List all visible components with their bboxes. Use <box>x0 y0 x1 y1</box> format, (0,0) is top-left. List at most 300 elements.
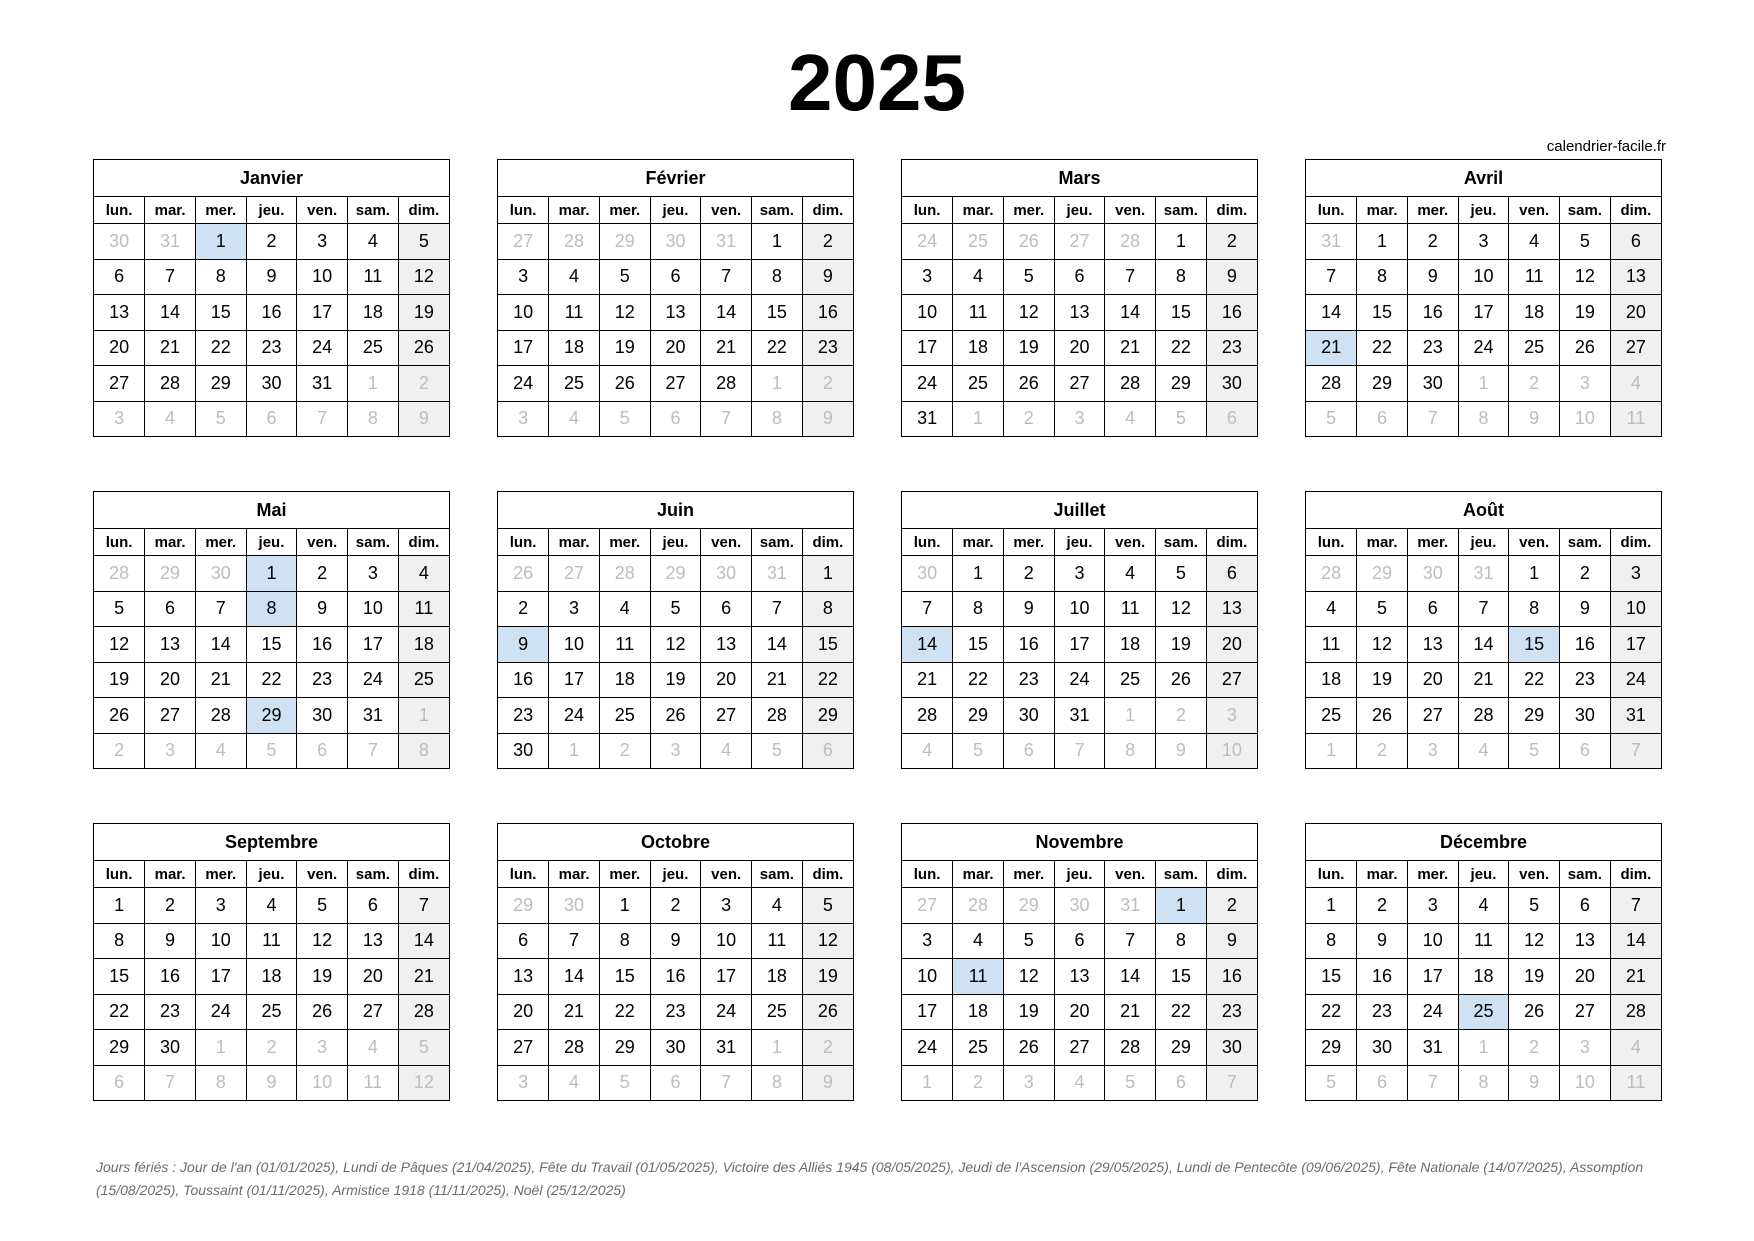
day-cell: 5 <box>599 259 650 295</box>
adjacent-month-day: 2 <box>398 366 449 402</box>
weekday-header: lun. <box>1306 197 1357 224</box>
day-cell: 28 <box>145 366 196 402</box>
weekday-header: jeu. <box>1054 197 1105 224</box>
weekday-header: mer. <box>1003 529 1054 556</box>
day-cell: 6 <box>145 591 196 627</box>
adjacent-month-day: 30 <box>1054 888 1105 924</box>
day-cell: 3 <box>348 556 399 592</box>
adjacent-month-day: 31 <box>1458 556 1509 592</box>
adjacent-month-day: 28 <box>1306 556 1357 592</box>
day-cell: 10 <box>1610 591 1661 627</box>
adjacent-month-day: 2 <box>802 1030 853 1066</box>
day-cell: 13 <box>1206 591 1257 627</box>
day-cell: 26 <box>650 698 701 734</box>
adjacent-month-day: 1 <box>752 366 803 402</box>
weekday-header: ven. <box>1105 197 1156 224</box>
adjacent-month-day: 6 <box>246 401 297 436</box>
day-cell: 21 <box>1610 959 1661 995</box>
day-cell: 17 <box>498 330 549 366</box>
adjacent-month-day: 3 <box>94 401 145 436</box>
day-cell: 11 <box>549 295 600 331</box>
day-cell: 3 <box>1407 888 1458 924</box>
day-cell: 12 <box>1156 591 1207 627</box>
day-cell: 22 <box>599 994 650 1030</box>
day-cell: 11 <box>1458 923 1509 959</box>
adjacent-month-day: 10 <box>297 1065 348 1100</box>
adjacent-month-day: 7 <box>701 1065 752 1100</box>
day-cell: 23 <box>145 994 196 1030</box>
month-name: Avril <box>1306 160 1661 197</box>
adjacent-month-day: 31 <box>1306 224 1357 260</box>
day-cell: 17 <box>701 959 752 995</box>
day-cell: 25 <box>398 662 449 698</box>
day-cell: 13 <box>1054 295 1105 331</box>
day-cell: 2 <box>1407 224 1458 260</box>
weekday-header: lun. <box>498 197 549 224</box>
day-cell: 28 <box>1458 698 1509 734</box>
day-cell: 6 <box>1407 591 1458 627</box>
day-cell: 6 <box>1610 224 1661 260</box>
weekday-header: sam. <box>1156 529 1207 556</box>
day-cell: 17 <box>549 662 600 698</box>
month-name: Janvier <box>94 160 449 197</box>
weekday-header: lun. <box>902 529 953 556</box>
day-cell: 23 <box>1560 662 1611 698</box>
day-cell: 14 <box>1610 923 1661 959</box>
weekday-header: ven. <box>1509 861 1560 888</box>
adjacent-month-day: 3 <box>1560 366 1611 402</box>
day-cell: 15 <box>599 959 650 995</box>
day-cell: 18 <box>599 662 650 698</box>
adjacent-month-day: 6 <box>1003 733 1054 768</box>
day-cell: 9 <box>1003 591 1054 627</box>
day-cell: 15 <box>246 627 297 663</box>
day-cell: 6 <box>650 259 701 295</box>
adjacent-month-day: 30 <box>549 888 600 924</box>
day-cell: 6 <box>1054 923 1105 959</box>
day-cell: 30 <box>1560 698 1611 734</box>
adjacent-month-day: 4 <box>549 401 600 436</box>
day-cell: 22 <box>1306 994 1357 1030</box>
day-cell: 5 <box>802 888 853 924</box>
day-cell: 17 <box>1054 627 1105 663</box>
day-cell: 23 <box>650 994 701 1030</box>
day-cell: 18 <box>953 330 1004 366</box>
day-cell: 25 <box>953 366 1004 402</box>
day-cell: 18 <box>246 959 297 995</box>
weekday-header: jeu. <box>246 861 297 888</box>
day-cell: 9 <box>1407 259 1458 295</box>
day-cell: 26 <box>1560 330 1611 366</box>
day-cell: 7 <box>752 591 803 627</box>
day-cell: 10 <box>1407 923 1458 959</box>
day-cell: 21 <box>701 330 752 366</box>
day-cell: 8 <box>599 923 650 959</box>
day-cell: 24 <box>297 330 348 366</box>
adjacent-month-day: 5 <box>1156 401 1207 436</box>
day-cell: 13 <box>1407 627 1458 663</box>
day-cell: 20 <box>650 330 701 366</box>
day-cell: 17 <box>902 330 953 366</box>
day-cell: 5 <box>1560 224 1611 260</box>
day-cell: 6 <box>348 888 399 924</box>
day-cell: 9 <box>297 591 348 627</box>
day-cell: 5 <box>398 224 449 260</box>
day-cell: 16 <box>1407 295 1458 331</box>
day-cell: 6 <box>701 591 752 627</box>
month-name: Décembre <box>1306 824 1661 861</box>
day-cell: 4 <box>1306 591 1357 627</box>
weekday-header: ven. <box>701 529 752 556</box>
weekday-header: jeu. <box>1458 529 1509 556</box>
adjacent-month-day: 3 <box>1206 698 1257 734</box>
adjacent-month-day: 30 <box>701 556 752 592</box>
holiday-day-cell: 8 <box>246 591 297 627</box>
adjacent-month-day: 29 <box>498 888 549 924</box>
adjacent-month-day: 8 <box>348 401 399 436</box>
holiday-day-cell: 15 <box>1509 627 1560 663</box>
adjacent-month-day: 2 <box>953 1065 1004 1100</box>
weekday-header: lun. <box>94 197 145 224</box>
weekday-header: mar. <box>953 529 1004 556</box>
adjacent-month-day: 7 <box>1407 401 1458 436</box>
day-cell: 10 <box>195 923 246 959</box>
adjacent-month-day: 1 <box>398 698 449 734</box>
day-cell: 23 <box>1357 994 1408 1030</box>
adjacent-month-day: 2 <box>1003 401 1054 436</box>
adjacent-month-day: 6 <box>1357 1065 1408 1100</box>
day-cell: 21 <box>195 662 246 698</box>
day-cell: 14 <box>1458 627 1509 663</box>
day-cell: 20 <box>145 662 196 698</box>
day-cell: 12 <box>1003 295 1054 331</box>
day-cell: 26 <box>94 698 145 734</box>
day-cell: 10 <box>1458 259 1509 295</box>
day-cell: 19 <box>802 959 853 995</box>
day-cell: 8 <box>1156 259 1207 295</box>
day-cell: 24 <box>902 366 953 402</box>
day-cell: 4 <box>398 556 449 592</box>
adjacent-month-day: 27 <box>1054 224 1105 260</box>
month-name: Mars <box>902 160 1257 197</box>
day-cell: 3 <box>1458 224 1509 260</box>
adjacent-month-day: 9 <box>398 401 449 436</box>
weekday-header: sam. <box>752 861 803 888</box>
adjacent-month-day: 25 <box>953 224 1004 260</box>
day-cell: 11 <box>246 923 297 959</box>
weekday-header: dim. <box>1610 861 1661 888</box>
day-cell: 22 <box>1509 662 1560 698</box>
month-name: Septembre <box>94 824 449 861</box>
day-cell: 14 <box>145 295 196 331</box>
adjacent-month-day: 7 <box>1407 1065 1458 1100</box>
day-cell: 5 <box>650 591 701 627</box>
adjacent-month-day: 1 <box>549 733 600 768</box>
day-cell: 3 <box>498 259 549 295</box>
day-cell: 28 <box>902 698 953 734</box>
weekday-header: mar. <box>1357 197 1408 224</box>
day-cell: 4 <box>599 591 650 627</box>
weekday-header: mar. <box>1357 861 1408 888</box>
day-cell: 21 <box>1105 330 1156 366</box>
day-cell: 14 <box>195 627 246 663</box>
weekday-header: mer. <box>1407 861 1458 888</box>
day-cell: 24 <box>348 662 399 698</box>
day-cell: 7 <box>145 259 196 295</box>
adjacent-month-day: 26 <box>498 556 549 592</box>
day-cell: 13 <box>348 923 399 959</box>
day-cell: 7 <box>1610 888 1661 924</box>
day-cell: 15 <box>953 627 1004 663</box>
day-cell: 18 <box>1458 959 1509 995</box>
weekday-header: mer. <box>195 197 246 224</box>
day-cell: 13 <box>1054 959 1105 995</box>
weekday-header: ven. <box>1105 529 1156 556</box>
day-cell: 23 <box>1003 662 1054 698</box>
day-cell: 30 <box>1206 366 1257 402</box>
adjacent-month-day: 9 <box>802 1065 853 1100</box>
day-cell: 27 <box>650 366 701 402</box>
adjacent-month-day: 2 <box>246 1030 297 1066</box>
adjacent-month-day: 31 <box>1105 888 1156 924</box>
day-cell: 24 <box>701 994 752 1030</box>
day-cell: 29 <box>1306 1030 1357 1066</box>
weekday-header: lun. <box>1306 529 1357 556</box>
weekday-header: dim. <box>802 861 853 888</box>
weekday-header: dim. <box>1206 197 1257 224</box>
weekday-header: mar. <box>1357 529 1408 556</box>
day-cell: 5 <box>1357 591 1408 627</box>
day-cell: 27 <box>701 698 752 734</box>
day-cell: 1 <box>599 888 650 924</box>
month-5 <box>93 491 450 769</box>
day-cell: 6 <box>94 259 145 295</box>
day-cell: 23 <box>297 662 348 698</box>
day-cell: 22 <box>752 330 803 366</box>
day-cell: 14 <box>398 923 449 959</box>
adjacent-month-day: 5 <box>752 733 803 768</box>
day-cell: 19 <box>650 662 701 698</box>
adjacent-month-day: 28 <box>549 224 600 260</box>
day-cell: 24 <box>1054 662 1105 698</box>
day-cell: 14 <box>1306 295 1357 331</box>
adjacent-month-day: 8 <box>398 733 449 768</box>
day-cell: 2 <box>1206 888 1257 924</box>
day-cell: 11 <box>599 627 650 663</box>
day-cell: 7 <box>1105 923 1156 959</box>
day-cell: 23 <box>246 330 297 366</box>
adjacent-month-day: 3 <box>145 733 196 768</box>
adjacent-month-day: 1 <box>902 1065 953 1100</box>
weekday-header: mar. <box>953 197 1004 224</box>
adjacent-month-day: 8 <box>1458 401 1509 436</box>
adjacent-month-day: 9 <box>802 401 853 436</box>
day-cell: 25 <box>549 366 600 402</box>
day-cell: 30 <box>1003 698 1054 734</box>
day-cell: 16 <box>1003 627 1054 663</box>
adjacent-month-day: 5 <box>953 733 1004 768</box>
day-cell: 28 <box>1105 1030 1156 1066</box>
day-cell: 16 <box>1560 627 1611 663</box>
adjacent-month-day: 5 <box>599 1065 650 1100</box>
month-1 <box>93 159 450 437</box>
adjacent-month-day: 3 <box>297 1030 348 1066</box>
source-site: calendrier-facile.fr <box>1546 138 1666 155</box>
weekday-header: jeu. <box>246 529 297 556</box>
day-cell: 9 <box>1206 923 1257 959</box>
day-cell: 22 <box>195 330 246 366</box>
day-cell: 3 <box>902 923 953 959</box>
day-cell: 22 <box>94 994 145 1030</box>
day-cell: 18 <box>549 330 600 366</box>
adjacent-month-day: 7 <box>348 733 399 768</box>
adjacent-month-day: 4 <box>1610 366 1661 402</box>
weekday-header: jeu. <box>1054 861 1105 888</box>
day-cell: 13 <box>1560 923 1611 959</box>
weekday-header: sam. <box>1560 529 1611 556</box>
day-cell: 22 <box>802 662 853 698</box>
adjacent-month-day: 28 <box>94 556 145 592</box>
weekday-header: sam. <box>1560 861 1611 888</box>
day-cell: 2 <box>1560 556 1611 592</box>
day-cell: 16 <box>145 959 196 995</box>
day-cell: 3 <box>902 259 953 295</box>
day-cell: 16 <box>802 295 853 331</box>
month-name: Juin <box>498 492 853 529</box>
weekday-header: ven. <box>1105 861 1156 888</box>
weekday-header: dim. <box>802 197 853 224</box>
weekday-header: lun. <box>902 197 953 224</box>
day-cell: 9 <box>1206 259 1257 295</box>
holiday-day-cell: 29 <box>246 698 297 734</box>
day-cell: 29 <box>1156 366 1207 402</box>
holiday-day-cell: 1 <box>195 224 246 260</box>
adjacent-month-day: 4 <box>1054 1065 1105 1100</box>
adjacent-month-day: 30 <box>902 556 953 592</box>
day-cell: 3 <box>701 888 752 924</box>
weekday-header: sam. <box>752 529 803 556</box>
day-cell: 12 <box>94 627 145 663</box>
day-cell: 6 <box>498 923 549 959</box>
day-cell: 4 <box>549 259 600 295</box>
day-cell: 8 <box>953 591 1004 627</box>
day-cell: 28 <box>195 698 246 734</box>
adjacent-month-day: 5 <box>398 1030 449 1066</box>
day-cell: 18 <box>348 295 399 331</box>
day-cell: 24 <box>902 1030 953 1066</box>
day-cell: 21 <box>902 662 953 698</box>
day-cell: 2 <box>498 591 549 627</box>
day-cell: 7 <box>902 591 953 627</box>
weekday-header: ven. <box>701 197 752 224</box>
weekday-header: lun. <box>902 861 953 888</box>
day-cell: 8 <box>94 923 145 959</box>
day-cell: 22 <box>1156 330 1207 366</box>
day-cell: 13 <box>701 627 752 663</box>
weekday-header: lun. <box>498 529 549 556</box>
adjacent-month-day: 5 <box>1306 401 1357 436</box>
adjacent-month-day: 8 <box>195 1065 246 1100</box>
weekday-header: mer. <box>1003 197 1054 224</box>
day-cell: 27 <box>1054 1030 1105 1066</box>
adjacent-month-day: 6 <box>650 401 701 436</box>
day-cell: 24 <box>1458 330 1509 366</box>
adjacent-month-day: 6 <box>1206 401 1257 436</box>
adjacent-month-day: 6 <box>1560 733 1611 768</box>
day-cell: 31 <box>1610 698 1661 734</box>
day-cell: 20 <box>94 330 145 366</box>
adjacent-month-day: 28 <box>599 556 650 592</box>
day-cell: 27 <box>94 366 145 402</box>
day-cell: 1 <box>94 888 145 924</box>
day-cell: 30 <box>145 1030 196 1066</box>
day-cell: 14 <box>752 627 803 663</box>
adjacent-month-day: 4 <box>1105 401 1156 436</box>
day-cell: 16 <box>297 627 348 663</box>
day-cell: 1 <box>953 556 1004 592</box>
day-cell: 12 <box>398 259 449 295</box>
adjacent-month-day: 29 <box>1357 556 1408 592</box>
adjacent-month-day: 2 <box>1509 366 1560 402</box>
adjacent-month-day: 4 <box>1458 733 1509 768</box>
day-cell: 25 <box>246 994 297 1030</box>
month-12 <box>1305 823 1662 1101</box>
day-cell: 30 <box>650 1030 701 1066</box>
day-cell: 19 <box>297 959 348 995</box>
weekday-header: mar. <box>145 861 196 888</box>
day-cell: 25 <box>348 330 399 366</box>
adjacent-month-day: 7 <box>145 1065 196 1100</box>
day-cell: 1 <box>1156 224 1207 260</box>
day-cell: 22 <box>1156 994 1207 1030</box>
adjacent-month-day: 5 <box>246 733 297 768</box>
day-cell: 13 <box>145 627 196 663</box>
adjacent-month-day: 30 <box>650 224 701 260</box>
day-cell: 24 <box>549 698 600 734</box>
weekday-header: mar. <box>549 861 600 888</box>
day-cell: 24 <box>498 366 549 402</box>
day-cell: 26 <box>1509 994 1560 1030</box>
day-cell: 2 <box>1206 224 1257 260</box>
adjacent-month-day: 29 <box>145 556 196 592</box>
day-cell: 24 <box>1407 994 1458 1030</box>
day-cell: 10 <box>1054 591 1105 627</box>
day-cell: 20 <box>1054 994 1105 1030</box>
day-cell: 22 <box>953 662 1004 698</box>
day-cell: 21 <box>1458 662 1509 698</box>
day-cell: 7 <box>1458 591 1509 627</box>
holiday-day-cell: 9 <box>498 627 549 663</box>
day-cell: 17 <box>348 627 399 663</box>
adjacent-month-day: 30 <box>195 556 246 592</box>
weekday-header: ven. <box>297 861 348 888</box>
day-cell: 12 <box>1560 259 1611 295</box>
month-8 <box>1305 491 1662 769</box>
month-6 <box>497 491 854 769</box>
day-cell: 19 <box>1509 959 1560 995</box>
adjacent-month-day: 26 <box>1003 224 1054 260</box>
adjacent-month-day: 7 <box>1610 733 1661 768</box>
day-cell: 19 <box>398 295 449 331</box>
month-9 <box>93 823 450 1101</box>
adjacent-month-day: 9 <box>1509 1065 1560 1100</box>
day-cell: 26 <box>1156 662 1207 698</box>
adjacent-month-day: 28 <box>1105 224 1156 260</box>
day-cell: 3 <box>549 591 600 627</box>
day-cell: 26 <box>802 994 853 1030</box>
weekday-header: mer. <box>599 861 650 888</box>
adjacent-month-day: 1 <box>1458 1030 1509 1066</box>
